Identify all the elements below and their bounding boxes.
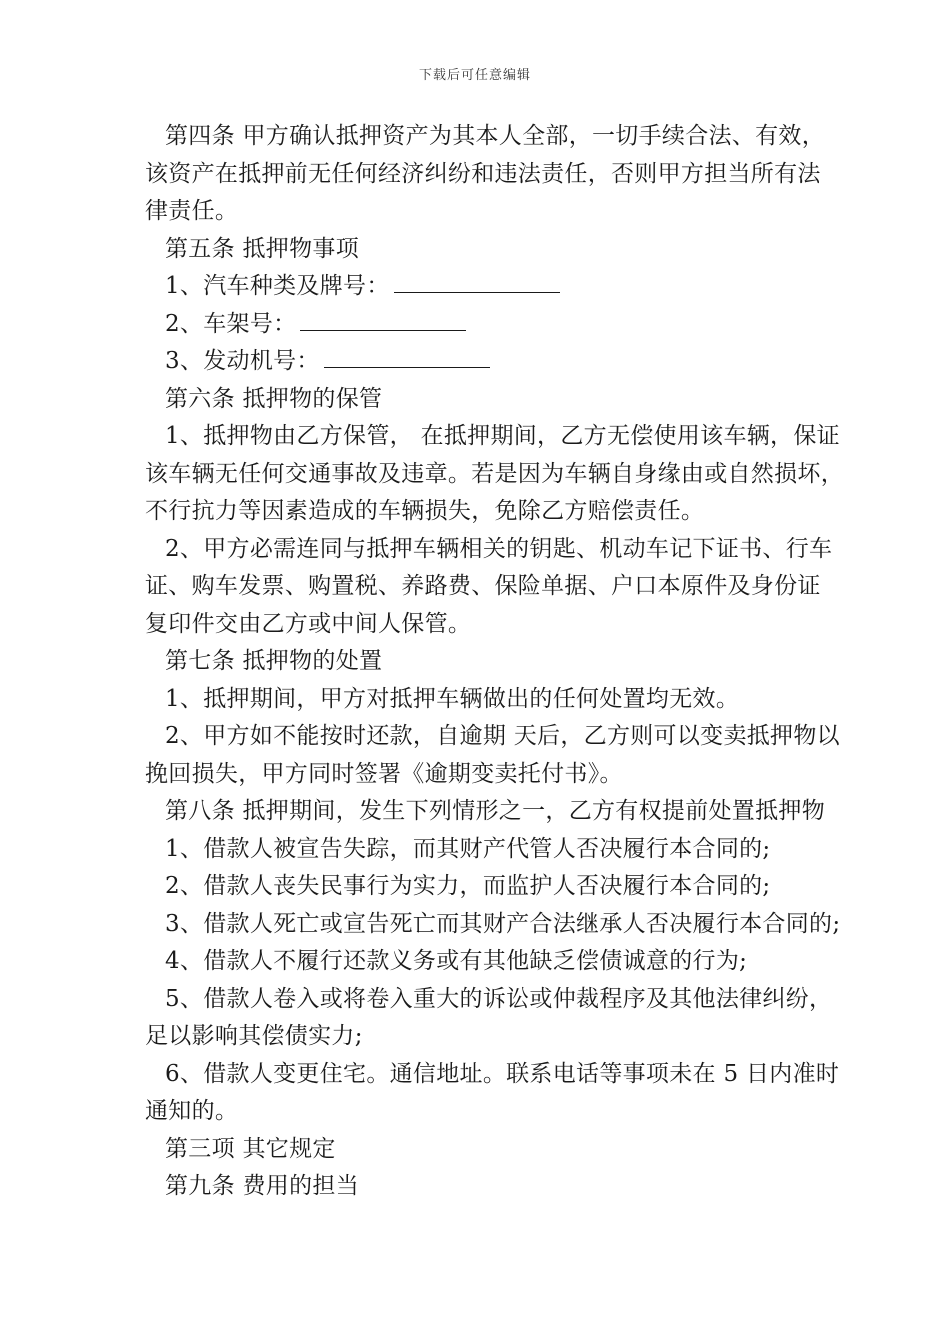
page-header: 下载后可任意编辑 bbox=[418, 68, 531, 83]
text-line bbox=[145, 906, 841, 944]
line-text: 挽回损失，甲方同时签署《逾期变卖托付书》。 bbox=[145, 760, 623, 787]
text-line bbox=[145, 231, 825, 269]
line-text: 律责任。 bbox=[145, 198, 239, 224]
line-text: 2、甲方如不能按时还款，自逾期 天后，乙方则可以变卖抵押物以 bbox=[165, 723, 840, 749]
line-text: 2、车架号： bbox=[165, 310, 297, 337]
text-line bbox=[145, 793, 825, 831]
text-line bbox=[145, 1131, 825, 1169]
line-text: 第六条 抵押物的保管 bbox=[165, 385, 383, 412]
line-text: 1、抵押期间，甲方对抵押车辆做出的任何处置均无效。 bbox=[165, 685, 740, 712]
text-line bbox=[145, 531, 833, 569]
text-line bbox=[145, 193, 825, 231]
text-line bbox=[145, 868, 825, 906]
text-line bbox=[145, 681, 825, 719]
text-line bbox=[145, 943, 825, 981]
text-line bbox=[145, 118, 825, 156]
text-line bbox=[145, 156, 825, 194]
text-line bbox=[145, 1056, 840, 1094]
line-text: 1、汽车种类及牌号： bbox=[165, 273, 390, 299]
document-body bbox=[145, 118, 844, 1206]
line-text: 第八条 抵押期间，发生下列情形之一，乙方有权提前处置抵押物 bbox=[165, 798, 826, 824]
line-text: 1、借款人被宣告失踪，而其财产代管人否决履行本合同的; bbox=[165, 835, 771, 862]
text-line bbox=[145, 381, 825, 419]
line-text: 第七条 抵押物的处置 bbox=[165, 648, 383, 674]
fill-in-blank bbox=[300, 308, 466, 331]
text-line bbox=[145, 343, 825, 381]
line-text: 5、借款人卷入或将卷入重大的诉讼或仲裁程序及其他法律纠纷， bbox=[165, 985, 833, 1012]
text-line bbox=[145, 306, 825, 344]
line-text: 证、购车发票、购置税、养路费、保险单据、户口本原件及身份证 bbox=[145, 573, 821, 599]
fill-in-blank bbox=[394, 270, 560, 293]
text-line bbox=[145, 1093, 825, 1131]
line-text: 足以影响其偿债实力; bbox=[145, 1023, 363, 1049]
line-text: 不行抗力等因素造成的车辆损失，免除乙方赔偿责任。 bbox=[145, 498, 705, 524]
line-text: 6、借款人变更住宅。通信地址。联系电话等事项未在 5 日内准时 bbox=[165, 1060, 840, 1087]
line-text: 第五条 抵押物事项 bbox=[165, 235, 360, 262]
text-line bbox=[145, 1018, 825, 1056]
text-line bbox=[145, 568, 825, 606]
line-text: 3、发动机号： bbox=[165, 348, 320, 374]
line-text: 该车辆无任何交通事故及违章。若是因为车辆自身缘由或自然损坏， bbox=[145, 460, 844, 487]
text-line bbox=[145, 831, 825, 869]
line-text: 复印件交由乙方或中间人保管。 bbox=[145, 610, 472, 637]
text-line bbox=[145, 981, 833, 1019]
text-line bbox=[145, 268, 825, 306]
line-text: 第九条 费用的担当 bbox=[165, 1173, 360, 1199]
line-text: 第四条 甲方确认抵押资产为其本人全部，一切手续合法、有效， bbox=[165, 123, 826, 149]
line-text: 4、借款人不履行还款义务或有其他缺乏偿债诚意的行为; bbox=[165, 948, 748, 974]
line-text: 2、借款人丧失民事行为实力，而监护人否决履行本合同的; bbox=[165, 873, 771, 899]
line-text: 3、借款人死亡或宣告死亡而其财产合法继承人否决履行本合同的; bbox=[165, 910, 841, 937]
text-line bbox=[145, 418, 840, 456]
text-line bbox=[145, 493, 825, 531]
fill-in-blank bbox=[324, 345, 490, 368]
line-text: 该资产在抵押前无任何经济纠纷和违法责任，否则甲方担当所有法 bbox=[145, 160, 821, 187]
line-text: 2、甲方必需连同与抵押车辆相关的钥匙、机动车记下证书、行车 bbox=[165, 535, 833, 562]
line-text: 1、抵押物由乙方保管， 在抵押期间，乙方无偿使用该车辆，保证 bbox=[165, 423, 840, 449]
text-line bbox=[145, 1168, 825, 1206]
line-text: 第三项 其它规定 bbox=[165, 1135, 336, 1162]
text-line bbox=[145, 718, 840, 756]
text-line bbox=[145, 606, 825, 644]
text-line bbox=[145, 456, 844, 494]
text-line bbox=[145, 643, 825, 681]
text-line bbox=[145, 756, 825, 794]
line-text: 通知的。 bbox=[145, 1098, 239, 1124]
